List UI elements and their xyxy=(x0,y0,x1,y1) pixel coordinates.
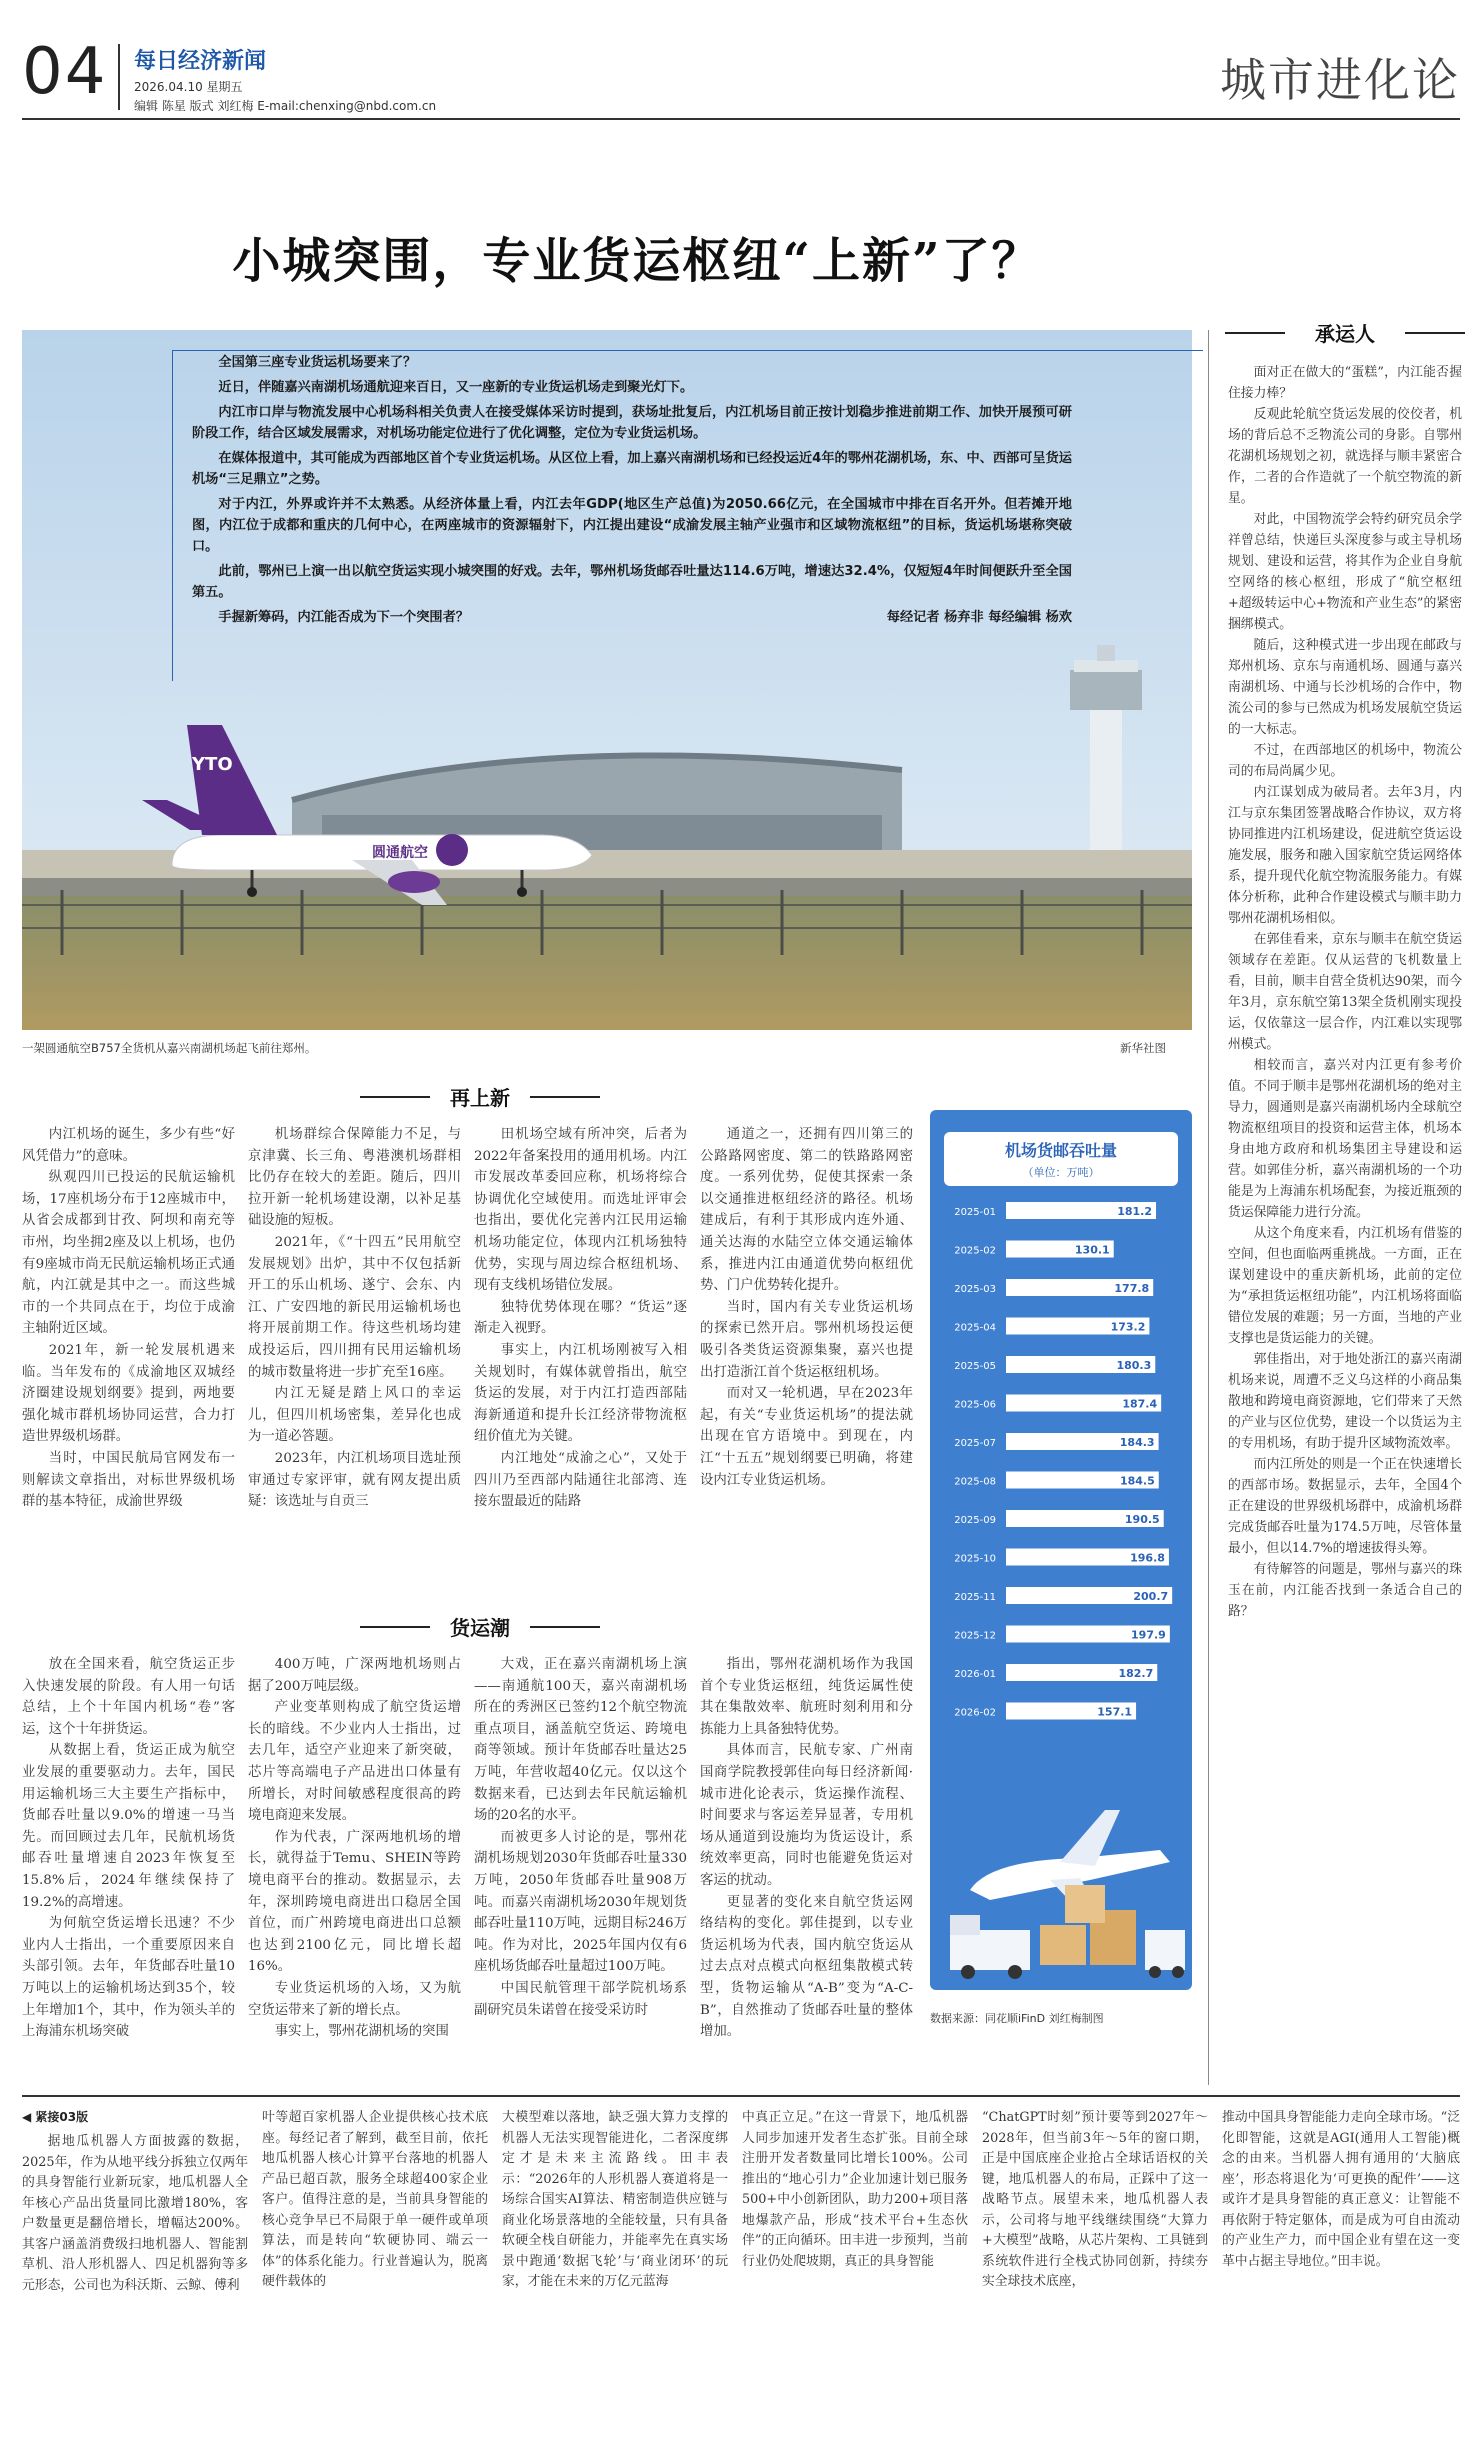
s3-p: 反观此轮航空货运发展的佼佼者，机场的背后总不乏物流公司的身影。自鄂州花湖机场规划之初，就选择与顺丰紧密合作，二者的合作造就了一个航空物流的新星。 xyxy=(1228,407,1462,506)
s2-p: 而被更多人讨论的是，鄂州花湖机场规划2030年货邮吞吐量330万吨，2050年货邮吞吐量908万吨。而嘉兴南湖机场2030年规划货邮吞吐量110万吨，远期目标246万吨。作为对比，2025年国内仅有6座机场货邮吞吐量超过100万吨。 xyxy=(474,1829,687,1975)
tail-logo-text: YTO xyxy=(192,754,233,775)
s2-p: 事实上，鄂州花湖机场的突围 xyxy=(274,2024,449,2040)
chart-value-label: 200.7 xyxy=(1133,1590,1169,1603)
chart-value-label: 177.8 xyxy=(1114,1282,1150,1295)
s1-p: 2021年，新一轮发展机遇来临。当年发布的《成渝地区双城经济圈建设规划纲要》提到，两地要强化城市群机场协同运营，合力打造世界级机场群。 xyxy=(22,1342,235,1445)
page-number: 04 xyxy=(22,35,108,109)
bottom-col-5 xyxy=(982,2108,1208,2293)
lede-box xyxy=(22,330,1192,692)
chart-value-label: 173.2 xyxy=(1110,1320,1146,1334)
s2-p: 专业货运机场的入场，又为航空货运带来了新的增长点。 xyxy=(248,1980,461,2018)
byline: 每经记者 杨弃非 每经编辑 杨欢 xyxy=(886,610,1072,625)
bottom-p: 大模型难以落地，缺乏强大算力支撑的机器人无法实现智能进化，二者深度绑定才是未来主流路线。田丰表示：“2026年的人形机器人赛道将是一场综合国实AI算法、精密制造供应链与商业化场景落地的全能较量，只有具备软硬全栈自研能力，并能率先在真实场景中跑通‘数据飞轮’与‘商业闭环’的玩家，才能在未来的万亿元蓝海 xyxy=(502,2110,728,2289)
title-line-right xyxy=(530,1096,600,1098)
s2-p: 中国民航管理干部学院机场系副研究员朱诺曾在接受采访时 xyxy=(474,1980,687,2018)
s2-p: 大戏，正在嘉兴南湖机场上演——南通航100天，嘉兴南湖机场所在的秀洲区已签约12个航空物流重点项目，涵盖航空货运、跨境电商等领域。预计年货邮吞吐量达25万吨，年营收超40亿元。仅以这个数据来看，已达到去年民航运输机场的20名的水平。 xyxy=(474,1657,687,1824)
title-line-right xyxy=(530,1626,600,1628)
s3-p: 内江谋划成为破局者。去年3月，内江与京东集团签署战略合作协议，双方将协同推进内江机场建设，促进航空货运设施发展，服务和融入国家航空货运网络体系，提升现代化航空物流服务能力。有媒体分析称，此种合作建设模式与顺丰助力鄂州花湖机场相似。 xyxy=(1228,785,1462,926)
section-title-carrier-text: 承运人 xyxy=(1315,322,1375,346)
bottom-p: 中真正立足。”在这一背景下，地瓜机器人同步加速开发者生态扩张。目前全球注册开发者数量同比增长100%。公司推出的“地心引力”企业加速计划已服务500+中小创新团队，助力200+项目落地爆款产品，形成“技术平台+生态伙伴”的正向循环。田丰进一步预判，当前行业仍处爬坡期，真正的具身智能 xyxy=(742,2110,968,2269)
title-line-left xyxy=(1225,332,1285,334)
bottom-rule xyxy=(22,2095,1460,2097)
chart-category-label: 2025-09 xyxy=(954,1515,996,1526)
s1-p: 事实上，内江机场刚被写入相关规划时，有媒体就曾指出，航空货运的发展，对于内江打造西部陆海新通道和提升长江经济带物流枢纽价值尤为关键。 xyxy=(474,1342,687,1445)
chart-category-label: 2025-12 xyxy=(954,1630,996,1642)
chart-category-label: 2025-01 xyxy=(954,1207,996,1218)
s3-p: 面对正在做大的“蛋糕”，内江能否握住接力棒？ xyxy=(1228,365,1462,401)
title-line-left xyxy=(360,1626,430,1628)
lede-p4: 在媒体报道中，其可能成为西部地区首个专业货运机场。从区位上看，加上嘉兴南湖机场和已经投运近4年的鄂州花湖机场，东、中、西部可呈货运机场“三足鼎立”之势。 xyxy=(192,451,1072,487)
chart-value-label: 157.1 xyxy=(1097,1705,1133,1719)
s3-p: 有待解答的问题是，鄂州与嘉兴的珠玉在前，内江能否找到一条适合自己的路？ xyxy=(1228,1562,1462,1619)
s2-p: 指出，鄂州花湖机场作为我国首个专业货运枢纽，纯货运属性使其在集散效率、航班时刻利用和分拣能力上具备独特优势。 xyxy=(700,1657,913,1737)
jump-label[interactable]: ◀ 紧接03版 xyxy=(22,2110,89,2124)
chart-value-label: 190.5 xyxy=(1124,1513,1160,1526)
s1-col-2 xyxy=(248,1124,461,1513)
carrier-column xyxy=(1228,362,1462,1622)
s1-p: 通道之一，还拥有四川第三的公路路网密度、第二的铁路路网密度。一系列优势，促使其探索一条以交通推进枢纽经济的路径。机场建成后，有利于其形成内连外通、通关达海的水陆空立体交通运输体系，推进内江由通道优势向枢纽优势、门户优势转化提升。 xyxy=(700,1127,913,1294)
chart-category-label: 2025-08 xyxy=(954,1476,996,1488)
bottom-p: 据地瓜机器人方面披露的数据，2025年，作为从地平线分拆独立仅两年的具身智能行业新玩家，地瓜机器人全年核心产品出货量同比激增180%，客户数量更是翻倍增长，增幅达200%。其客户涵盖消费级扫地机器人、智能割草机、沿人形机器人、四足机器狗等多元形态，公司也为科沃斯、云鲸、傅利 xyxy=(22,2134,248,2293)
chart-value-label: 184.5 xyxy=(1119,1474,1155,1488)
bottom-p: 推动中国具身智能能力走向全球市场。“泛化即智能，这就是AGI(通用人工智能)概念的由来。当机器人拥有通用的‘大脑底座’，形态将退化为‘可更换的配件’——这或许才是具身智能的真正意义：让智能不再依附于特定躯体，而是成为可自由流动的产业生产力，而中国企业有望在这一变革中占据主导地位。”田丰说。 xyxy=(1222,2110,1460,2269)
s1-p: 内江无疑是踏上风口的幸运儿，但四川机场密集，差异化也成为一道必答题。 xyxy=(248,1386,461,1445)
s2-col-2 xyxy=(248,1654,461,2043)
paper-name: 每日经济新闻 xyxy=(134,49,267,74)
s3-p: 从这个角度来看，内江机场有借鉴的空间，但也面临两重挑战。一方面，正在谋划建设中的重庆新机场，此前的定位为“承担货运枢纽功能”，内江机场将面临错位发展的难题；另一方面，当地的产业支撑也是货运能力的关键。 xyxy=(1228,1226,1462,1346)
header-vertical-divider xyxy=(118,44,120,110)
column-name: 城市进化论 xyxy=(1220,53,1460,107)
photo-caption: 一架圆通航空B757全货机从嘉兴南湖机场起飞前往郑州。 xyxy=(22,1041,317,1055)
fuselage-text: 圆通航空 xyxy=(372,845,428,861)
chart-category-label: 2025-05 xyxy=(954,1361,996,1372)
s2-col-3 xyxy=(474,1654,687,2021)
s2-p: 从数据上看，货运正成为航空业发展的重要驱动力。去年，国民用运输机场三大主要生产指标中，货邮吞吐量以9.0%的增速一马当先。而回顾过去几年，民航机场货邮吞吐量增速自2023年恢复至15.8%后，2024年继续保持了19.2%的高增速。 xyxy=(22,1743,235,1910)
chart-value-label: 187.4 xyxy=(1122,1397,1158,1411)
chart-category-label: 2025-11 xyxy=(954,1592,996,1603)
s1-p: 而对又一轮机遇，早在2023年起，有关“专业货运机场”的提法就出现在官方语境中。到现在，内江“十五五”规划纲要已明确，将建设内江专业货运机场。 xyxy=(700,1386,913,1488)
s2-p: 作为代表，广深两地机场的增长，就得益于Temu、SHEIN等跨境电商平台的推动。数据显示，去年，深圳跨境电商进出口稳居全国首位，而广州跨境电商进出口总额也达到2100亿元，同比增长超16%。 xyxy=(248,1829,461,1975)
header-rule xyxy=(22,118,1460,120)
right-column-divider xyxy=(1208,330,1209,2085)
chart-source: 数据来源：同花顺iFinD 刘红梅制图 xyxy=(930,2012,1104,2025)
s1-p: 内江机场的诞生，多少有些“好风凭借力”的意味。 xyxy=(22,1127,235,1164)
lede-text xyxy=(192,352,1072,632)
s1-p: 2023年，内江机场项目选址预审通过专家评审，就有网友提出质疑：该选址与自贡三 xyxy=(248,1450,461,1510)
s1-p: 当时，国内有关专业货运机场的探索已然开启。鄂州机场投运便吸引各类货运资源集聚，嘉兴也提出打造浙江首个货运枢纽机场。 xyxy=(700,1299,913,1380)
s1-p: 机场群综合保障能力不足，与京津冀、长三角、粤港澳机场群相比仍存在较大的差距。随后，四川拉开新一轮机场建设潮，以补足基础设施的短板。 xyxy=(248,1127,461,1229)
section-title-cargo-text: 货运潮 xyxy=(450,1616,510,1640)
s3-p: 相较而言，嘉兴对内江更有参考价值。不同于顺丰是鄂州花湖机场的绝对主导力，圆通则是嘉兴南湖机场内全球航空物流枢纽项目的投资和运营主体，机场本身由地方政府和机场集团主导建设和运营。如郭佳分析，嘉兴南湖机场的一个功能是为上海浦东机场配套，为接近瓶颈的货运保障能力进行分流。 xyxy=(1228,1058,1462,1220)
s2-p: 具体而言，民航专家、广州南国商学院教授郭佳向每日经济新闻·城市进化论表示，货运操作流程、时间要求与客运差异显著，专用机场从通道到设施均为货运设计，系统效率更高，同时也能避免货运对客运的扰动。 xyxy=(700,1743,913,1888)
bottom-col-4 xyxy=(742,2108,968,2272)
s1-p: 内江地处“成渝之心”，又处于四川乃至西部内陆通往北部湾、连接东盟最近的陆路 xyxy=(474,1450,687,1510)
s2-p: 为何航空货运增长迅速？不少业内人士指出，一个重要原因来自头部引领。去年，年货邮吞吐量10万吨以上的运输机场达到35个，较上年增加1个，其中，作为领头羊的上海浦东机场突破 xyxy=(22,1916,235,2040)
chart-unit: （单位：万吨） xyxy=(1022,1166,1100,1179)
section-title-new xyxy=(360,1082,600,1111)
chart-value-label: 180.3 xyxy=(1116,1359,1152,1372)
lede-p2: 近日，伴随嘉兴南湖机场通航迎来百日，又一座新的专业货运机场走到聚光灯下。 xyxy=(218,380,694,395)
bottom-col-2 xyxy=(262,2108,488,2293)
chart-category-label: 2026-01 xyxy=(954,1669,996,1680)
lede-p5: 对于内江，外界或许并不太熟悉。从经济体量上看，内江去年GDP(地区生产总值)为2050.66亿元，在全国城市中排在百名开外。但若摊开地图，内江位于成都和重庆的几何中心，在两座城市的资源辐射下，内江提出建设“成渝发展主轴产业强市和区域物流枢纽”的目标，货运机场堪称突破口。 xyxy=(192,497,1072,554)
s3-p: 对此，中国物流学会特约研究员余学祥曾总结，快递巨头深度参与或主导机场规划、建设和运营，将其作为企业自身航空网络的核心枢纽，形成了“航空枢纽+超级转运中心+物流和产业生态”的紧密捆绑模式。 xyxy=(1228,512,1462,632)
bottom-col-6 xyxy=(1222,2108,1460,2272)
date-line: 2026.04.10 星期五 xyxy=(134,80,243,94)
chart-category-label: 2025-07 xyxy=(954,1438,996,1449)
s1-p: 纵观四川已投运的民航运输机场，17座机场分布于12座城市中，从省会成都到甘孜、阿坝和南充等市州，均坐拥2座及以上机场，也仍有9座城市尚无民航运输机场正式通航，内江就是其中之一。而这些城市的一个共同点在于，均位于成渝主轴附近区域。 xyxy=(22,1170,235,1337)
chart-category-label: 2026-02 xyxy=(954,1707,996,1719)
cargo-chart xyxy=(930,1110,1192,2080)
chart-svg xyxy=(930,1110,1192,2080)
photo-credit: 新华社图 xyxy=(1120,1041,1166,1055)
section-title-cargo xyxy=(360,1612,600,1641)
chart-category-label: 2025-02 xyxy=(954,1245,996,1257)
s3-p: 在郭佳看来，京东与顺丰在航空货运领域存在差距。仅从运营的飞机数量上看，目前，顺丰自营全货机达90架，而今年3月，京东航空第13架全货机刚实现投运，仅依靠这一层合作，内江难以实现鄂州模式。 xyxy=(1228,932,1462,1052)
bottom-col-3 xyxy=(502,2108,728,2293)
s1-col-3 xyxy=(474,1124,687,1513)
s2-p: 400万吨，广深两地机场则占据了200万吨层级。 xyxy=(248,1657,461,1694)
bottom-col-1 xyxy=(22,2132,248,2296)
title-line-left xyxy=(360,1096,430,1098)
chart-title: 机场货邮吞吐量 xyxy=(1004,1141,1118,1160)
s3-p: 郭佳指出，对于地处浙江的嘉兴南湖机场来说，周遭不乏义乌这样的小商品集散地和跨境电商资源地，它们带来了天然的产业与区位优势，建设一个以货运为主的专用机场，有助于提升区域物流效率。 xyxy=(1228,1352,1462,1451)
lede-question: 手握新筹码，内江能否成为下一个突围者？ xyxy=(218,610,469,625)
section-title-new-text: 再上新 xyxy=(450,1086,510,1110)
bottom-p: “ChatGPT时刻”预计要等到2027年～2028年，但当前3年～5年的窗口期，正是中国底座企业抢占全球话语权的关键，地瓜机器人的布局，正踩中了这一战略节点。展望未来，地瓜机器人表示，公司将与地平线继续围绕“大算力+大模型”战略，从芯片架构、工具链到系统软件进行全栈式协同创新，持续夯实全球技术底座， xyxy=(982,2110,1208,2289)
title-line-right xyxy=(1405,332,1465,334)
s1-col-4 xyxy=(700,1124,913,1491)
chart-category-label: 2025-06 xyxy=(954,1399,996,1411)
bottom-p: 叶等超百家机器人企业提供核心技术底座。每经记者了解到，截至目前，依托地瓜机器人核心计算平台落地的机器人产品已超百款，服务全球超400家企业客户。值得注意的是，当前具身智能的核心竞争早已不局限于单一硬件或单项算法，而是转向“软硬协同、端云一体”的体系化能力。行业普遍认为，脱离硬件载体的 xyxy=(262,2110,488,2289)
plane-shape xyxy=(142,725,592,905)
s2-p: 更显著的变化来自航空货运网络结构的变化。郭佳提到，以专业货运机场为代表，国内航空货运从过去点对点模式向枢纽集散模式转型，货物运输从“A-B”变为“A-C-B”，自然推动了货邮吞吐量的整体增加。 xyxy=(700,1894,913,2040)
chart-value-label: 182.7 xyxy=(1118,1667,1154,1680)
headline: 小城突围，专业货运枢纽“上新”了？ xyxy=(232,233,1042,289)
s1-col-1 xyxy=(22,1124,235,1513)
chart-value-label: 130.1 xyxy=(1074,1243,1110,1257)
chart-value-label: 184.3 xyxy=(1119,1436,1155,1449)
lede-p6: 此前，鄂州已上演一出以航空货运实现小城突围的好戏。去年，鄂州机场货邮吞吐量达114.6万吨，增速达32.4%，仅短短4年时间便跃升至全国第五。 xyxy=(192,564,1072,600)
lede-p1: 全国第三座专业货运机场要来了？ xyxy=(218,355,417,370)
s3-p: 而内江所处的则是一个正在快速增长的西部市场。数据显示，去年，全国4个正在建设的世界级机场群中，成渝机场群完成货邮吞吐量为174.5万吨，尽管体量最小，但以14.7%的增速拔得头筹。 xyxy=(1228,1457,1462,1556)
lede-p3: 内江市口岸与物流发展中心机场科相关负责人在接受媒体采访时提到，获场址批复后，内江机场目前正按计划稳步推进前期工作、加快开展预可研阶段工作，结合区域发展需求，对机场功能定位进行了优化调整，定位为专业货运机场。 xyxy=(192,405,1072,441)
s1-p: 2021年，《“十四五”民用航空发展规划》出炉，其中不仅包括新开工的乐山机场、遂宁、会东、内江、广安四地的新民用运输机场也将开展前期工作。待这些机场均建成投运后，四川拥有民用运输机场的城市数量将进一步扩充至16座。 xyxy=(248,1234,461,1380)
s1-p: 田机场空域有所冲突，后者为2022年备案投用的通用机场。内江市发展改革委回应称，机场将综合协调优化空域使用。而选址评审会也指出，要优化完善内江民用运输机场功能定位，体现内江机场独特优势，实现与周边综合枢纽机场、现有支线机场错位发展。 xyxy=(474,1127,687,1294)
s3-p: 随后，这种模式进一步出现在邮政与郑州机场、京东与南通机场、圆通与嘉兴南湖机场、中通与长沙机场的合作中，物流公司的参与已然成为机场发展航空货运的一大标志。 xyxy=(1228,638,1462,737)
chart-category-label: 2025-03 xyxy=(954,1284,996,1295)
s2-p: 产业变革则构成了航空货运增长的暗线。不少业内人士指出，过去几年，适空产业迎来了新突破，芯片等高端电子产品进出口体量有所增长，对时间敏感程度很高的跨境电商迎来发展。 xyxy=(248,1700,461,1824)
chart-value-label: 181.2 xyxy=(1117,1205,1153,1218)
s1-p: 独特优势体现在哪？“货运”逐渐走入视野。 xyxy=(474,1299,687,1337)
s1-p: 当时，中国民航局官网发布一则解读文章指出，对标世界级机场群的基本特征，成渝世界级 xyxy=(22,1450,235,1510)
section-title-carrier xyxy=(1225,318,1465,347)
chart-value-label: 196.8 xyxy=(1130,1551,1165,1565)
chart-category-label: 2025-10 xyxy=(954,1553,996,1565)
s2-p: 放在全国来看，航空货运正步入快速发展的阶段。有人用一句话总结，上个十年国内机场“卷”客运，这个十年拼货运。 xyxy=(22,1657,235,1737)
s2-col-4 xyxy=(700,1654,913,2043)
s3-p: 不过，在西部地区的机场中，物流公司的布局尚属少见。 xyxy=(1228,743,1462,779)
s2-col-1 xyxy=(22,1654,235,2043)
chart-category-label: 2025-04 xyxy=(954,1322,996,1334)
lede-p7 xyxy=(192,607,1072,628)
editor-line: 编辑 陈星 版式 刘红梅 E-mail:chenxing@nbd.com.cn xyxy=(134,99,437,113)
chart-value-label: 197.9 xyxy=(1131,1628,1166,1642)
